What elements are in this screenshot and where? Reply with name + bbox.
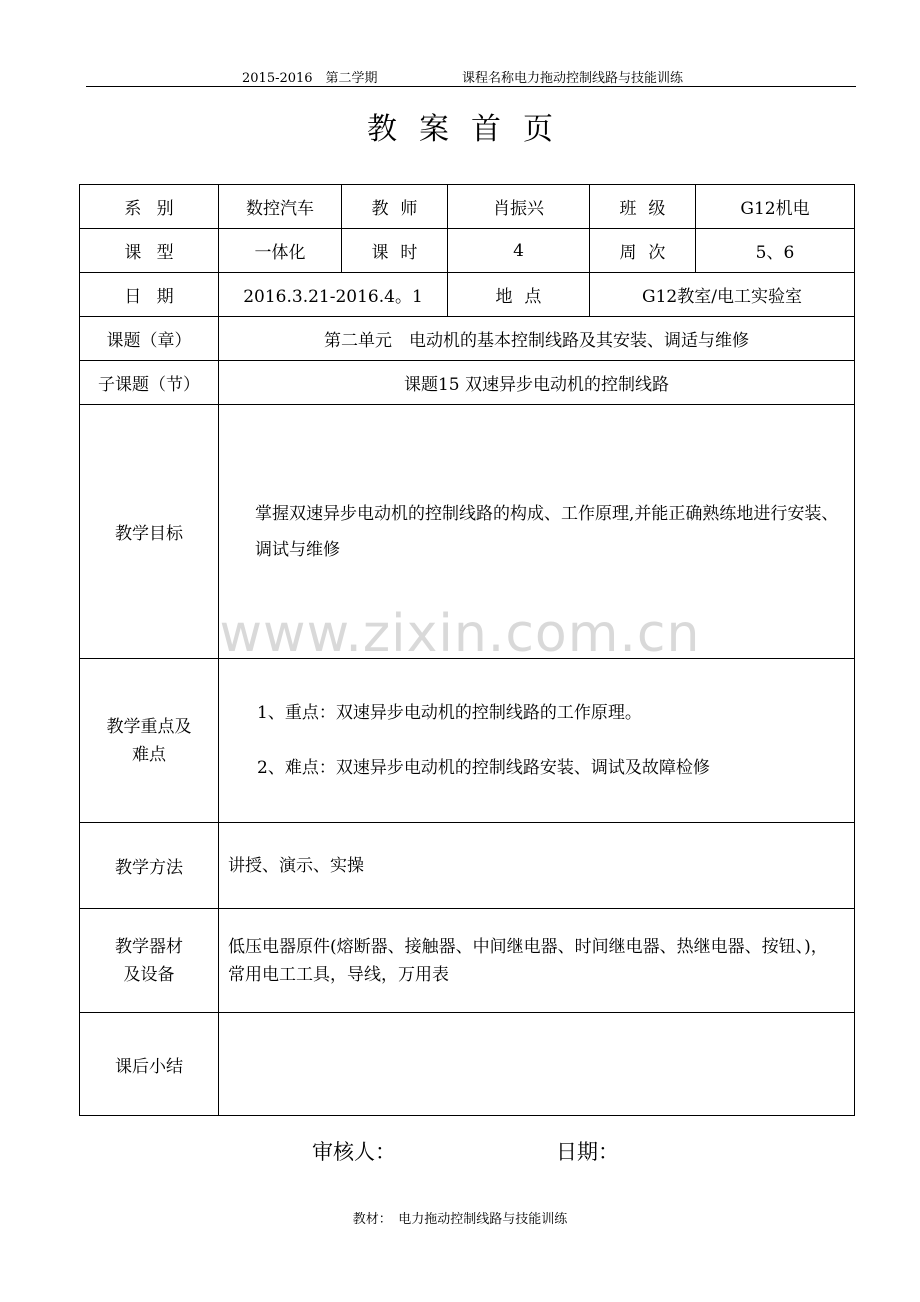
equipment-value: 低压电器原件(熔断器、接触器、中间继电器、时间继电器、热继电器、按钮、)，常用电工工具，导线，万用表	[219, 909, 855, 1013]
objective-value: 掌握双速异步电动机的控制线路的构成、工作原理,并能正确熟练地进行安装、调试与维修	[219, 405, 855, 659]
place-value: G12教室/电工实验室	[590, 273, 855, 317]
reviewer-label: 审核人：	[312, 1140, 396, 1164]
class-label: 班级	[590, 185, 696, 229]
topic-value: 第二单元 电动机的基本控制线路及其安装、调适与维修	[219, 317, 855, 361]
dept-value: 数控汽车	[219, 185, 342, 229]
date-value: 2016.3.21-2016.4。1	[219, 273, 448, 317]
method-label: 教学方法	[80, 823, 219, 909]
summary-value	[219, 1013, 855, 1116]
subtopic-label: 子课题（节）	[80, 361, 219, 405]
table-row	[80, 229, 855, 273]
topic-label: 课题（章）	[80, 317, 219, 361]
table-row	[80, 1013, 855, 1116]
hours-label: 课时	[342, 229, 448, 273]
keypoint-item: 2、难点：双速异步电动机的控制线路安装、调试及故障检修	[257, 757, 710, 778]
keypoints-label	[80, 659, 219, 823]
equipment-label-text: 教学器材及设备	[114, 936, 183, 985]
method-value: 讲授、演示、实操	[219, 823, 855, 909]
page-title: 教案首页	[367, 112, 575, 147]
table-row	[80, 273, 855, 317]
signoff-date-label: 日期：	[556, 1140, 619, 1164]
type-label: 课型	[80, 229, 219, 273]
class-value: G12机电	[696, 185, 855, 229]
week-label: 周次	[590, 229, 696, 273]
summary-label: 课后小结	[80, 1013, 219, 1116]
table-row	[80, 909, 855, 1013]
semester-text: 2015-2016 第二学期	[242, 71, 378, 86]
subtopic-value: 课题15 双速异步电动机的控制线路	[219, 361, 855, 405]
date-label: 日期	[80, 273, 219, 317]
page-header	[86, 64, 856, 87]
table-row	[80, 185, 855, 229]
dept-label: 系别	[80, 185, 219, 229]
week-value: 5、6	[696, 229, 855, 273]
watermark: www.zixin.com.cn	[219, 604, 701, 664]
keypoints-value	[219, 659, 855, 823]
keypoints-label-text: 教学重点及难点	[106, 716, 192, 765]
page-footer: 教材： 电力拖动控制线路与技能训练	[352, 1212, 568, 1227]
keypoint-item: 1、重点：双速异步电动机的控制线路的工作原理。	[257, 702, 642, 723]
course-name-text: 课程名称电力拖动控制线路与技能训练	[462, 71, 684, 86]
table-row	[80, 361, 855, 405]
place-label: 地点	[448, 273, 590, 317]
equipment-label	[80, 909, 219, 1013]
table-row	[80, 823, 855, 909]
teacher-label: 教师	[342, 185, 448, 229]
table-row	[80, 317, 855, 361]
teacher-value: 肖振兴	[448, 185, 590, 229]
table-row	[80, 659, 855, 823]
type-value: 一体化	[219, 229, 342, 273]
objective-label: 教学目标	[80, 405, 219, 659]
hours-value: 4	[448, 229, 590, 273]
